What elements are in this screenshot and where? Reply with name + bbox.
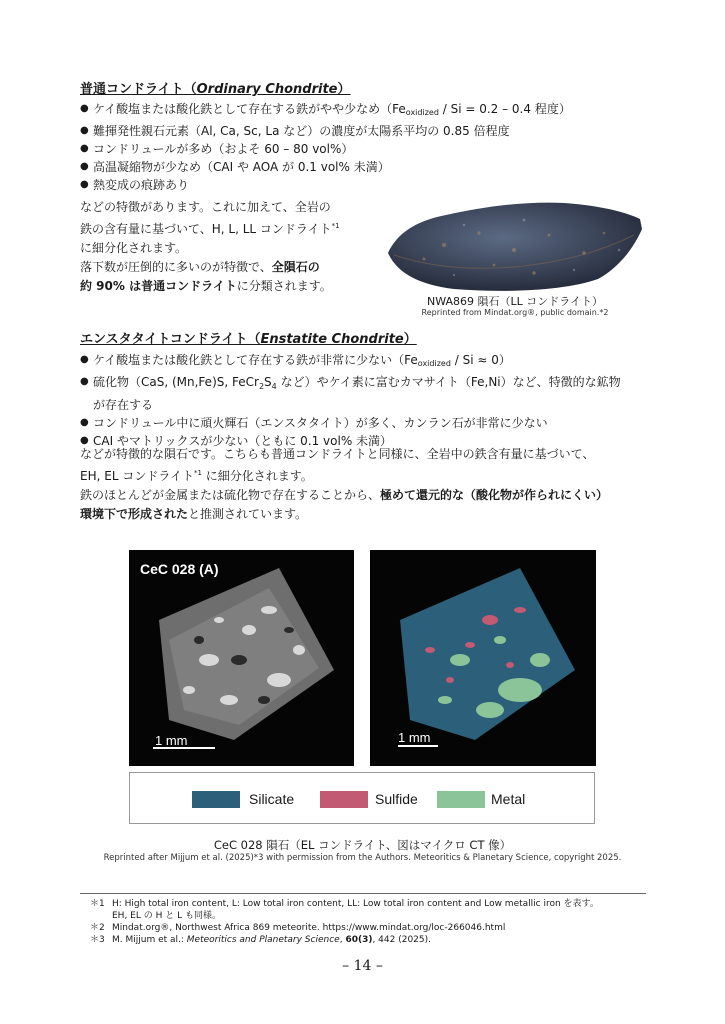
list-item: ● 高温凝縮物が少なめ（CAI や AOA が 0.1 vol% 未満）: [80, 158, 660, 176]
list-item: ● ケイ酸塩または酸化鉄として存在する鉄が非常に少ない$(Fe_{oxidized} / Si \approx 0)$: [80, 351, 660, 373]
ordinary-paragraph: などの特徴があります。これに加えて、全岩の 鉄の含有量に基づいて、H, L, LL コンドライト$^{*1}$ に細分化されます。 落下数が圧倒的に多いのが特徴で、全隕石の 約 90% は普通コンドライトに分類されます。: [80, 200, 340, 293]
scale-bar-label-right: 1 mm: [398, 730, 431, 745]
footnote-divider: [80, 893, 646, 894]
ordinary-bullet-list: [80, 100, 660, 194]
page-number: – 14 –: [342, 958, 383, 974]
scale-bar-label-left: 1 mm: [155, 733, 188, 748]
list-item: ● コンドリュールが多め（およそ 60 – 80 vol%）: [80, 140, 660, 158]
nwa869-meteorite-photo: [384, 195, 646, 295]
ordinary-chondrite-heading: 普通コンドライト（Ordinary Chondrite）: [80, 82, 351, 97]
footnote-3: ＊3 M. Mijjum et al.: Meteoritics and Planetary Science, 60(3), 442 (2025).: [90, 935, 432, 945]
list-item: ● CAI やマトリックスが少ない（ともに 0.1 vol% 未満）: [80, 432, 660, 450]
legend-swatch-metal: [437, 791, 485, 808]
ct-panel-label: CeC 028 (A): [140, 561, 219, 577]
photo-caption: NWA869 隕石（LL コンドライト）: [427, 295, 603, 308]
list-item: ● ケイ酸塩または酸化鉄として存在する鉄がやや少なめ（$Fe_{oxidized} / Si = 0.2 - 0.4$ 程度）: [80, 100, 660, 122]
legend-swatch-silicate: [192, 791, 240, 808]
figure-caption: CeC 028 隕石（EL コンドライト、図はマイクロ CT 像）: [213, 838, 512, 852]
list-item: ● 難揮発性親石元素（Al, Ca, Sc, La など）の濃度が太陽系平均の 0.85 倍程度: [80, 122, 660, 140]
list-item: ● 熱変成の痕跡あり: [80, 176, 660, 194]
enstatite-chondrite-heading: エンスタタイトコンドライト（Enstatite Chondrite）: [80, 332, 417, 347]
legend-label-metal: Metal: [491, 791, 526, 807]
footnotes: [90, 898, 650, 946]
footnote-1-continued: EH, EL の H と L も同様。: [112, 911, 221, 921]
footnote-2: ＊2 Mindat.org®, Northwest Africa 869 meteorite. https://www.mindat.org/loc-266046.html: [90, 923, 506, 933]
footnote-1: ＊1 H: High total iron content, L: Low total iron content, LL: Low total iron content and Low metallic iron を表す。: [90, 899, 599, 909]
legend-swatch-sulfide: [320, 791, 368, 808]
list-item: ● 硫化物（CaS, (Mn,Fe)S, $FeCr_2S_4$ など）やケイ素に富むカマサイト（Fe,Ni）など、特徴的な鉱物 が存在する: [80, 373, 660, 414]
figure-credit: Reprinted after Mijjum et al. (2025)*3 with permission from the Authors. Meteoritics & Planetary Science, copyright 2025.: [103, 853, 622, 863]
list-item: ● コンドリュール中に頑火輝石（エンスタタイト）が多く、カンラン石が非常に少ない: [80, 414, 660, 432]
enstatite-paragraph: などが特徴的な隕石です。こちらも普通コンドライトと同様に、全岩中の鉄含有量に基づいて、 EH, EL コンドライト$^{*1}$ に細分化されます。 鉄のほとんどが金属または硫化物で存在することから、極めて還元的な（酸化物が作られにくい） 環境下で形成されたと推測されています。: [80, 447, 609, 521]
legend-label-silicate: Silicate: [249, 791, 295, 807]
figure-legend: [129, 772, 595, 824]
photo-credit: Reprinted from Mindat.org®, public domain.*2: [421, 308, 609, 317]
legend-label-sulfide: Sulfide: [375, 791, 418, 807]
enstatite-bullet-list: [80, 351, 660, 450]
